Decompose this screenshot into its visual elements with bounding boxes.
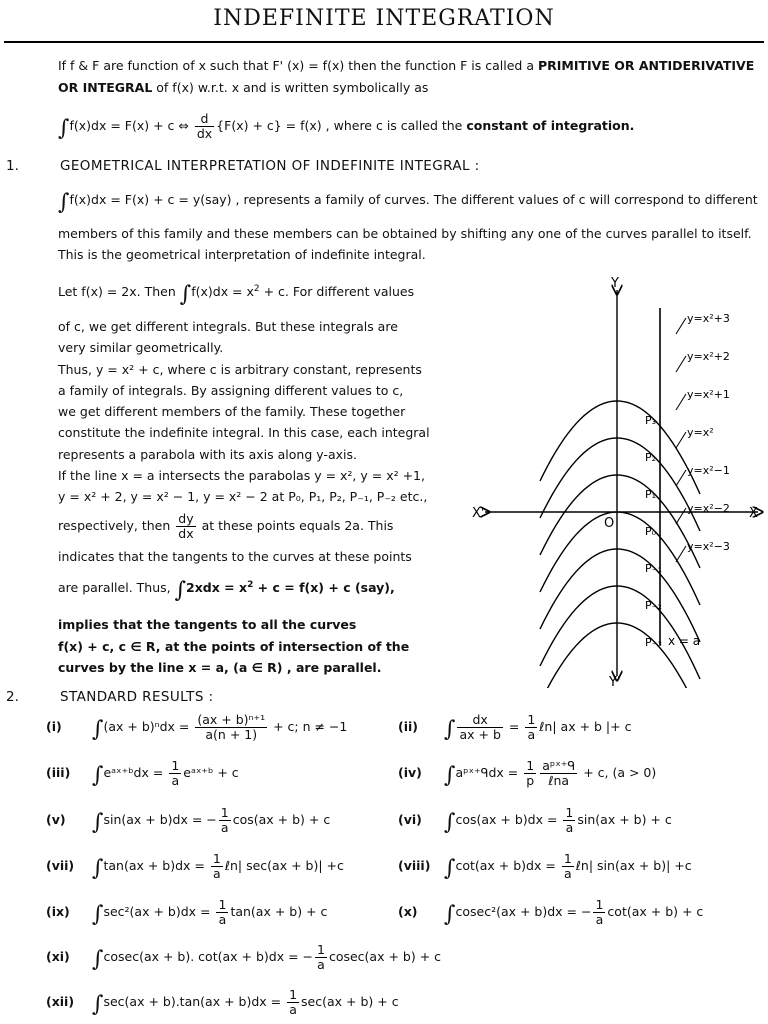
body-line: y = x² + 2, y = x² − 1, y = x² − 2 at P₀, P₁, P₂, P₋₁, P₋₂ etc., — [58, 489, 428, 505]
result-text: sin(ax + b) + c — [577, 812, 672, 827]
integral-sign: ∫ — [444, 763, 456, 788]
integral-sign: ∫ — [444, 902, 456, 927]
standard-result — [398, 806, 672, 835]
curve-label: y=x² — [687, 426, 714, 439]
body-line: a family of integrals. By assigning different values to c, — [58, 382, 404, 398]
result-text: eᵃˣ⁺ᵇ + c — [183, 765, 239, 780]
integral-sign: ∫ — [444, 717, 456, 742]
body-line: we get different members of the family. These together — [58, 404, 406, 420]
result-text: tan(ax + b) + c — [230, 904, 328, 919]
result-text: ℓn| sin(ax + b)| +c — [575, 858, 692, 873]
x-axis-label: X — [749, 506, 758, 521]
result-text: (ax + b)ⁿdx = — [103, 719, 194, 734]
let-tail: + c. For different values — [259, 284, 415, 299]
result-fraction: $\frac{1}{a}$ — [220, 805, 229, 835]
result-text: sin(ax + b)dx = − — [103, 812, 217, 827]
result-text: + c; n ≠ −1 — [269, 719, 348, 734]
standard-result — [46, 988, 399, 1017]
result-text: = — [504, 719, 524, 734]
origin-label: O — [604, 516, 615, 531]
point-label: P₁ — [645, 487, 657, 501]
parallel-pre: are parallel. Thus, — [58, 580, 175, 595]
dy-dx-fraction: $\frac{dy}{dx}$ — [178, 511, 194, 541]
curve-label-leader — [676, 508, 686, 524]
curve-label: y=x²−3 — [687, 540, 730, 553]
standard-result — [398, 898, 703, 927]
integral-sign: ∫ — [92, 902, 104, 927]
curve-label: y=x²+1 — [687, 388, 730, 401]
intro-bold-term-2: OR INTEGRAL — [58, 80, 153, 95]
integral-sign: ∫ — [444, 856, 456, 881]
result-label: (xi) — [46, 949, 70, 964]
line-label: x = a — [668, 634, 701, 648]
parabola-curve — [540, 586, 700, 679]
conclusion-line: curves by the line x = a, (a ∈ R) , are parallel. — [58, 660, 382, 675]
result-label: (viii) — [398, 858, 431, 873]
result-fraction: $\frac{1}{p}$ — [526, 758, 535, 788]
result-fraction: $\frac{1}{a}$ — [527, 712, 536, 742]
intro-equation: ∫f(x)dx = F(x) + c ⇔ $\frac{d}{dx}$ {F(x) + c} = f(x) , where c is called the constant of integration. — [58, 111, 635, 141]
body-line: Thus, y = x² + c, where c is arbitrary constant, represents — [58, 361, 422, 377]
standard-result — [46, 713, 347, 742]
result-fraction: $\frac{1}{a}$ — [595, 897, 604, 927]
parabola-curve — [540, 475, 700, 568]
integral-sign: ∫ — [92, 947, 104, 972]
let-text: Let f(x) = 2x. Then — [58, 284, 180, 299]
intro-eq-left: f(x)dx = F(x) + c ⇔ — [69, 118, 193, 133]
standard-result — [398, 759, 656, 788]
curve-label-leader — [676, 470, 686, 486]
integral-sign: ∫ — [92, 992, 104, 1017]
section1-body — [58, 316, 430, 508]
result-text: eᵃˣ⁺ᵇdx = — [103, 765, 168, 780]
result-label: (vi) — [398, 812, 422, 827]
result-fraction: $\frac{1}{a}$ — [171, 758, 180, 788]
curve-label: y=x²−1 — [687, 464, 730, 477]
intro-bold-term: PRIMITIVE OR ANTIDERIVATIVE — [537, 58, 755, 73]
result-fraction: $\frac{\text{(ax + b)ⁿ⁺¹}}{a(n + 1)}$ — [197, 712, 266, 742]
point-label: P₀ — [645, 524, 657, 538]
result-text: sec(ax + b) + c — [301, 994, 399, 1009]
result-label: (v) — [46, 812, 66, 827]
standard-result — [398, 713, 631, 742]
section1-line3: This is the geometrical interpretation of indefinite integral. — [58, 247, 426, 262]
respectively-line — [58, 512, 393, 541]
result-text: cot(ax + b)dx = — [455, 858, 560, 873]
result-fraction: $\frac{\text{aᵖˣ⁺ᑫ}}{\text{ℓna}}$ — [542, 758, 576, 788]
result-text: cos(ax + b) + c — [232, 812, 331, 827]
integral-sign: ∫ — [444, 810, 456, 835]
section1-eq: f(x)dx = F(x) + c = y(say) — [69, 192, 232, 207]
standard-result — [46, 852, 344, 881]
body-line: constitute the indefinite integral. In this case, each integral — [58, 425, 430, 441]
conclusion-line: f(x) + c, c ∈ R, at the points of intersection of the — [58, 638, 410, 654]
indicates-line: indicates that the tangents to the curves at these points — [58, 549, 412, 564]
section2-number: 2. — [6, 689, 19, 705]
intro-paragraph — [58, 55, 763, 76]
parabola-curve — [540, 549, 700, 642]
point-label: P₋₃ — [645, 635, 662, 649]
result-label: (i) — [46, 719, 62, 734]
integral-sign: ∫ — [92, 763, 104, 788]
section1-conclusion — [58, 614, 418, 679]
result-fraction: $\frac{1}{a}$ — [565, 805, 574, 835]
intro-text-2: of f(x) w.r.t. x and is written symbolically as — [152, 80, 429, 95]
result-text: sec²(ax + b)dx = — [103, 904, 215, 919]
result-label: (x) — [398, 904, 418, 919]
result-label: (ix) — [46, 904, 70, 919]
section1-line1-text: , represents a family of curves. The different values of c will correspond to different — [231, 192, 758, 207]
result-text: tan(ax + b)dx = — [103, 858, 209, 873]
curve-label-leader — [676, 546, 686, 562]
body-line: of c, we get different integrals. But these integrals are — [58, 319, 398, 334]
parallel-line: are parallel. Thus, $\int 2xdx = x^2 + c = f(x) + c$ (say), — [58, 578, 395, 603]
standard-result — [46, 759, 239, 788]
result-fraction: $\frac{1}{a}$ — [212, 851, 221, 881]
point-label: P₃ — [645, 413, 657, 427]
curve-label: y=x²+2 — [687, 350, 730, 363]
standard-result — [398, 852, 692, 881]
result-label: (ii) — [398, 719, 418, 734]
result-fraction: $\frac{1}{a}$ — [317, 942, 325, 972]
result-text: sec(ax + b).tan(ax + b)dx = — [103, 994, 286, 1009]
intro-text: If f & F are function of x such that F' (x) = f(x) then the function F is called a — [58, 58, 538, 73]
intro-eq-right: {F(x) + c} = f(x) — [216, 118, 322, 133]
result-label: (xii) — [46, 994, 75, 1009]
result-fraction: $\frac{1}{a}$ — [289, 987, 298, 1017]
point-label: P₋₁ — [645, 561, 662, 575]
integral-sign: ∫ — [92, 717, 104, 742]
result-text: cot(ax + b) + c — [607, 904, 704, 919]
result-fraction: $\frac{dx}{ax + b}$ — [459, 712, 501, 742]
parabola-family-figure — [470, 268, 768, 688]
section1-number: 1. — [6, 158, 19, 174]
point-label: P₋₂ — [645, 598, 662, 612]
integral-sign: ∫ — [92, 856, 104, 881]
curve-label-leader — [676, 432, 686, 448]
standard-result — [46, 898, 327, 927]
page-title: INDEFINITE INTEGRATION — [213, 6, 555, 31]
result-fraction: $\frac{1}{a}$ — [563, 851, 572, 881]
parabola-curve — [540, 438, 700, 531]
intro-where: , where c is called the — [321, 118, 467, 133]
curve-label: y=x²−2 — [687, 502, 730, 515]
section1-line2: members of this family and these members can be obtained by shifting any one of the curves parallel to itself. — [58, 226, 752, 241]
y-axis-negative-label: Y' — [609, 675, 621, 688]
section2-heading: STANDARD RESULTS : — [60, 689, 214, 705]
constant-of-integration: constant of integration. — [466, 118, 635, 133]
resp-pre: respectively, then — [58, 518, 175, 533]
result-text: cosec(ax + b) + c — [328, 949, 442, 964]
parabola-curve — [540, 512, 700, 605]
standard-result — [46, 943, 441, 972]
section1-heading: GEOMETRICAL INTERPRETATION OF INDEFINITE INTEGRAL : — [60, 158, 480, 174]
result-text: aᵖˣ⁺ᑫdx = — [455, 765, 523, 780]
result-text: ℓn| ax + b |+ c — [539, 719, 632, 734]
result-text: ℓn| sec(ax + b)| +c — [224, 858, 344, 873]
section1-line1: ∫f(x)dx = F(x) + c = y(say) , represents a family of curves. The different values of c will correspond to different — [58, 190, 758, 215]
intro-paragraph-2 — [58, 77, 428, 98]
integral-sign: ∫ — [92, 810, 104, 835]
body-line: represents a parabola with its axis along y-axis. — [58, 446, 357, 462]
result-text: cos(ax + b)dx = — [455, 812, 562, 827]
result-fraction: $\frac{1}{a}$ — [218, 897, 227, 927]
title-rule — [4, 41, 764, 43]
point-label: P₂ — [645, 450, 657, 464]
conclusion-line: implies that the tangents to all the curves — [58, 617, 357, 632]
curve-label-leader — [676, 356, 686, 372]
y-axis-label: Y — [611, 276, 619, 291]
parallel-eq2: + c = f(x) + c (say), — [253, 580, 395, 595]
let-line: Let f(x) = 2x. Then $\int f(x)dx = x^2 + c$. For different values — [58, 282, 415, 307]
curve-label: y=x²+3 — [687, 312, 730, 325]
body-line: If the line x = a intersects the parabolas y = x², y = x² +1, — [58, 468, 425, 484]
let-eq: f(x)dx = x — [191, 284, 254, 299]
curve-label-leader — [676, 318, 686, 334]
x-axis-negative-label: X' — [472, 506, 485, 521]
result-text: cosec²(ax + b)dx = − — [455, 904, 592, 919]
body-line: very similar geometrically. — [58, 340, 224, 356]
result-text: cosec(ax + b). cot(ax + b)dx = − — [103, 949, 313, 964]
result-label: (iii) — [46, 765, 71, 780]
curve-label-leader — [676, 394, 686, 410]
result-label: (vii) — [46, 858, 75, 873]
result-label: (iv) — [398, 765, 422, 780]
result-text: + c, (a > 0) — [579, 765, 657, 780]
standard-result — [46, 806, 330, 835]
intro-d-dx: $\frac{d}{dx}$ — [196, 111, 213, 141]
parallel-eq: 2xdx = x — [186, 580, 248, 595]
resp-post: at these points equals 2a. This — [197, 518, 394, 533]
